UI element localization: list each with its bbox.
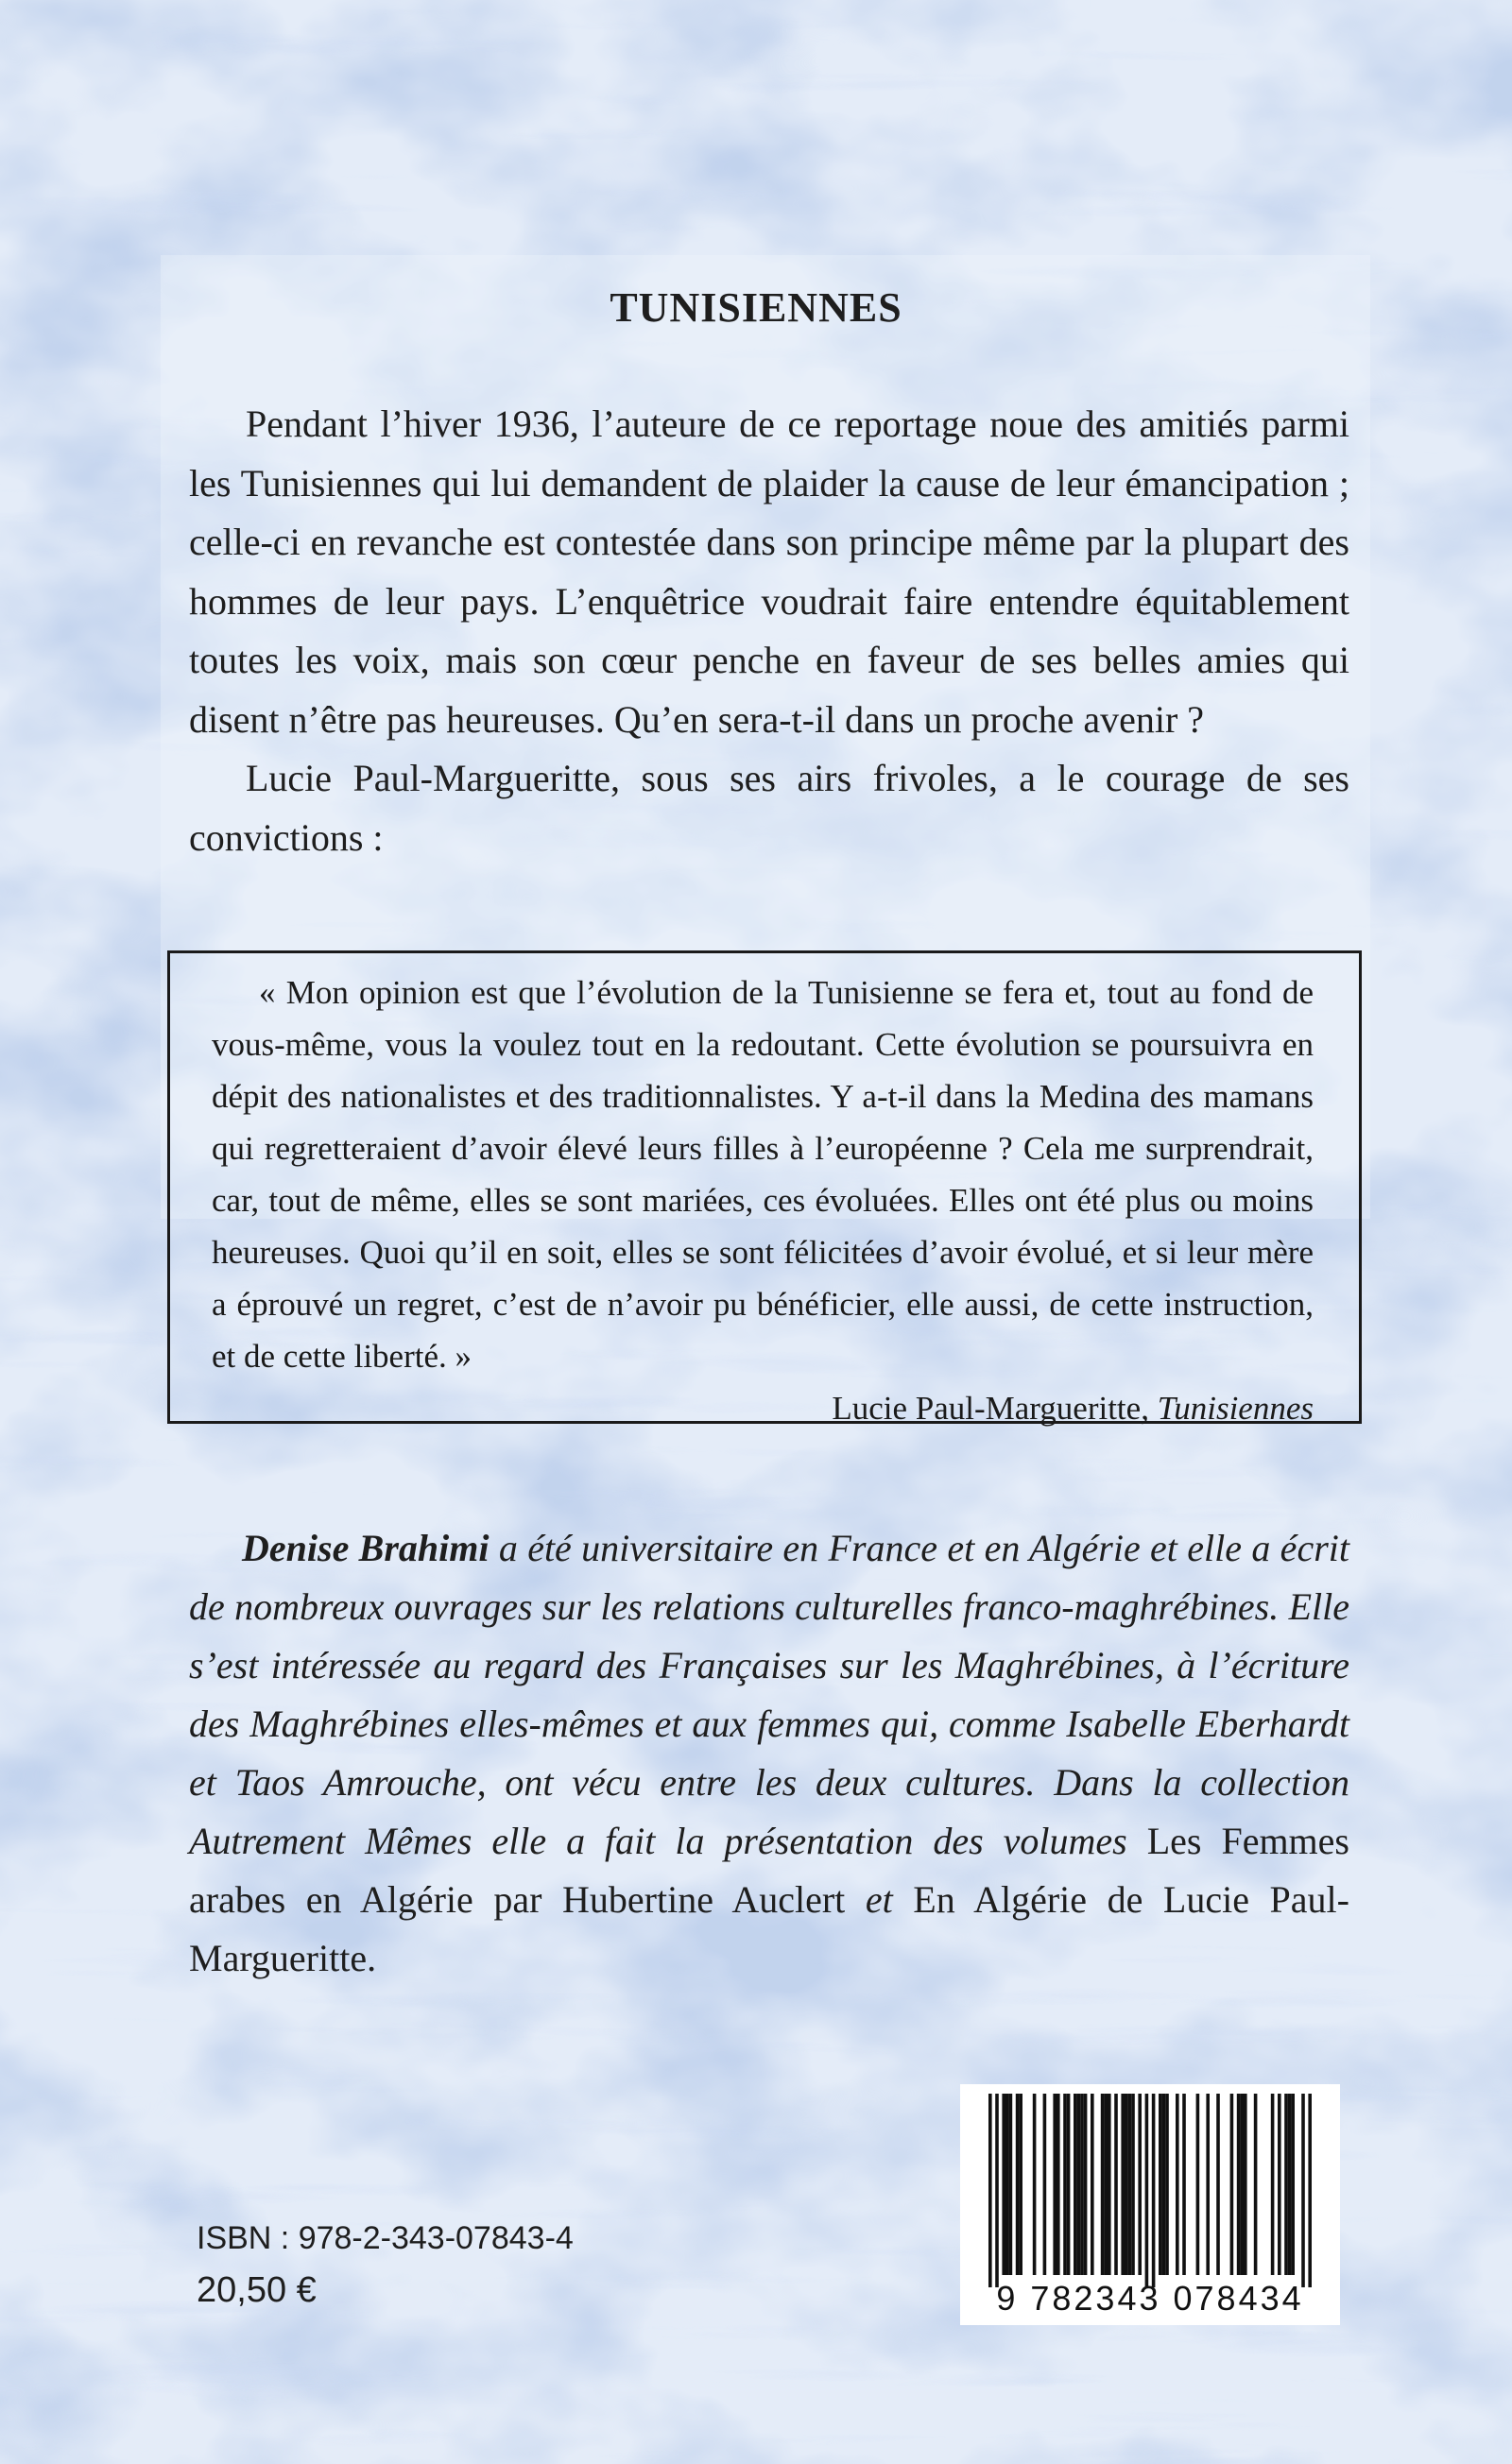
bio-text: a été universitaire en France et en Algérie et elle a écrit de nombreux ouvrages sur les relations culturelles franco-maghrébines. Elle s’est intéressée au regard des Françaises sur les Maghrébines, à l’écriture des Maghrébines elles-mêmes et aux femmes qui, comme Isabelle Eberhardt et Taos Amrouche, ont vécu entre les deux cultures. Dans la collection Autrement Mêmes elle a fait la présentation des volumes: [189, 1527, 1349, 1862]
barcode-bar: [1104, 2094, 1108, 2275]
barcode-bar: [995, 2094, 999, 2287]
price: 20,50 €: [197, 2270, 317, 2310]
barcode-bar: [1043, 2094, 1047, 2275]
barcode-bar: [1288, 2094, 1292, 2275]
barcode-bar: [1196, 2094, 1200, 2275]
book-title: TUNISIENNES: [610, 284, 902, 331]
quote-text: « Mon opinion est que l’évolution de la Tunisienne se fera et, tout au fond de vous-même, vous la voulez tout en la redoutant. Cette évolution se poursuivra en dépit des nationalistes et des traditionnalistes. Y a-t-il dans la Medina des mamans qui regretteraient d’avoir élevé leurs filles à l’européenne ? Cela me surprendrait, car, tout de même, elles se sont mariées, ces évoluées. Elles ont été plus ou moins heureuses. Quoi qu’il en soit, elles se sont félicitées d’avoir évolué, et si leur mère a éprouvé un regret, c’est de n’avoir pu bénéficier, elle aussi, de cette instruction, et de cette liberté. »: [212, 974, 1314, 1375]
barcode-bar: [1308, 2094, 1312, 2287]
barcode-bar: [1009, 2094, 1013, 2275]
barcode-bar: [1182, 2094, 1186, 2275]
barcode-bar: [1162, 2094, 1166, 2275]
barcode-bar: [1077, 2094, 1081, 2275]
bio-conjunction: et: [845, 1878, 914, 1921]
intro-paragraph: Lucie Paul-Margueritte, sous ses airs frivoles, a le courage de ses convictions :: [189, 757, 1349, 859]
barcode-bar: [1240, 2094, 1244, 2275]
barcode-bar: [1019, 2094, 1022, 2275]
author-bio: [189, 1519, 1349, 1988]
barcode-bar: [1080, 2094, 1084, 2275]
barcode-bar: [1230, 2094, 1234, 2275]
bio-book-title: En Algérie de Lucie Paul-Margueritte.: [189, 1878, 1349, 1979]
barcode-bar: [1016, 2094, 1020, 2275]
barcode-bar: [1121, 2094, 1125, 2275]
barcode-bar: [1237, 2094, 1241, 2275]
barcode-digits: 9 782343 078434: [996, 2279, 1304, 2318]
barcode-bar: [1033, 2094, 1037, 2275]
barcode-bar: [1254, 2094, 1258, 2275]
bio-author-name: Denise Brahimi: [242, 1527, 490, 1569]
barcode-bar: [1138, 2094, 1142, 2275]
barcode-bar: [1101, 2094, 1105, 2275]
barcode-bar: [1063, 2094, 1067, 2275]
bio-book-title: Les Femmes arabes en Algérie par Hubertine Auclert: [189, 1820, 1349, 1921]
barcode-bar: [1131, 2094, 1135, 2275]
barcode-bar: [1301, 2094, 1305, 2287]
barcode-bar: [1053, 2094, 1057, 2275]
barcode-bar: [1114, 2094, 1118, 2275]
barcode-bar: [1128, 2094, 1132, 2275]
barcode-bar: [1074, 2094, 1077, 2275]
barcode-bar: [1278, 2094, 1281, 2275]
barcode-bar: [1291, 2094, 1295, 2275]
barcode-bar: [1108, 2094, 1111, 2275]
barcode-bar: [1284, 2094, 1288, 2275]
intro-text: [189, 395, 1349, 867]
barcode-bar: [1067, 2094, 1071, 2275]
quote-attribution: [212, 1382, 1314, 1434]
quote-work: Tunisiennes: [1157, 1390, 1314, 1427]
barcode-bar: [1159, 2094, 1162, 2275]
barcode-bar: [1002, 2094, 1005, 2275]
barcode-bar: [1176, 2094, 1179, 2275]
barcode-bar: [1165, 2094, 1169, 2275]
barcode-bar: [1152, 2094, 1156, 2287]
barcode: [960, 2084, 1340, 2325]
barcode-bar: [1216, 2094, 1220, 2275]
barcode-bar: [1206, 2094, 1210, 2275]
quote-author: Lucie Paul-Margueritte,: [832, 1390, 1158, 1427]
isbn: ISBN : 978-2-343-07843-4: [197, 2220, 574, 2256]
barcode-bar: [1084, 2094, 1088, 2275]
intro-paragraph: Pendant l’hiver 1936, l’auteure de ce reportage noue des amitiés parmi les Tunisiennes qui lui demandent de plaider la cause de leur émancipation ; celle-ci en revanche est contestée dans son principe même par la plupart des hommes de leur pays. L’enquêtrice voudrait faire entendre équitablement toutes les voix, mais son cœur penche en faveur de ses belles amies qui disent n’être pas heureuses. Qu’en sera-t-il dans un proche avenir ?: [189, 402, 1349, 741]
barcode-bar: [1091, 2094, 1094, 2275]
quote-box: [167, 950, 1362, 1427]
barcode-bar: [1145, 2094, 1149, 2287]
barcode-bar: [1125, 2094, 1128, 2275]
barcode-bar: [1005, 2094, 1009, 2275]
barcode-bar: [1271, 2094, 1275, 2275]
barcode-bar: [1244, 2094, 1247, 2275]
barcode-bar: [1057, 2094, 1060, 2275]
barcode-bar: [988, 2094, 992, 2287]
